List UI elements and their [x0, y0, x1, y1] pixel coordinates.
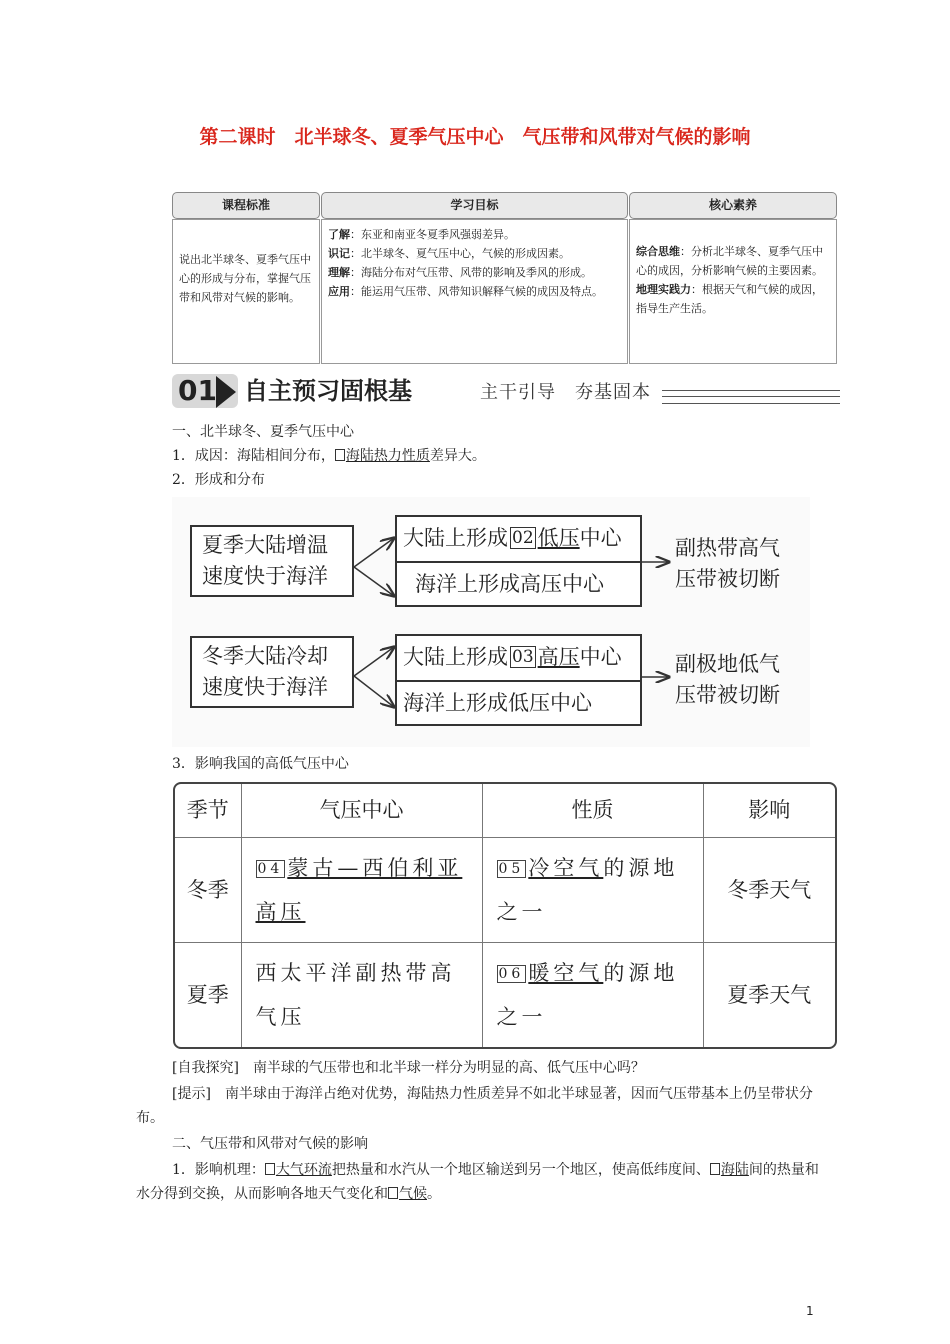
part1-item2: 2．形成和分布: [172, 472, 265, 488]
standards-table: [172, 192, 837, 364]
part2-paragraph: 1．影响机理： 大气环流把热量和水汽从一个地区输送到另一个地区，使高低纬度间、 海陆间的热量和水分得到交换，从而影响各地天气变化和 气候。: [136, 1162, 819, 1202]
summer-effect-text: 副热带高气压带被切断: [675, 536, 780, 591]
objective-item: 理解：海陆分布对气压带、风带的影响及季风的形成。: [328, 266, 592, 279]
header-literacy: 核心素养: [629, 192, 837, 219]
arrow-up: [354, 538, 394, 567]
page-number: 1: [806, 1304, 814, 1318]
explore-question: [自我探究] 南半球的气压带也和北半球一样分为明显的高、低气压中心吗？: [172, 1060, 645, 1076]
course-standard-cell: [172, 219, 320, 364]
blank-box-icon: [335, 449, 345, 461]
page-title: 第二课时 北半球冬、夏季气压中心 气压带和风带对气候的影响: [199, 126, 751, 148]
arrow-up: [354, 647, 394, 676]
section-title: 自主预习固根基: [244, 377, 412, 405]
header-objectives: 学习目标: [321, 192, 628, 219]
arrow-down: [354, 567, 394, 596]
objective-item: 识记：北半球冬、夏气压中心，气候的形成因素。: [328, 247, 570, 260]
section-arrow-icon: [216, 376, 236, 408]
objectives-cell: [321, 219, 628, 364]
blank-box-icon: [388, 1187, 398, 1199]
formation-diagram: [172, 497, 810, 747]
th-nature: 性质: [482, 784, 703, 837]
winter-land-row: 大陆上形成 03 高压中心: [403, 645, 622, 669]
winter-season: 冬季: [175, 837, 241, 942]
summer-sea-row: 海洋上形成高压中心: [397, 561, 640, 605]
winter-effect-text: 副极地低气压带被切断: [675, 652, 780, 707]
winter-nature: 05 冷空气的源地之一: [482, 837, 703, 942]
winter-sea-row: 海洋上形成低压中心: [397, 680, 640, 724]
section-subtitle: 主干引导 夯基固本: [480, 382, 651, 403]
part1-item3: 3．影响我国的高低气压中心: [172, 756, 349, 772]
literacy-item: 综合思维：分析北半球冬、夏季气压中心的成因，分析影响气候的主要因素。: [636, 245, 823, 277]
explore-answer: [提示] 南半球由于海洋占绝对优势，海陆热力性质差异不如北半球显著，因而气压带基本上仍呈带状分布。: [136, 1086, 813, 1126]
summer-effect: 夏季天气: [703, 942, 835, 1047]
winter-cause-box: 冬季大陆冷却速度快于海洋: [190, 636, 354, 708]
section-decor-lines: [662, 390, 840, 404]
th-center: 气压中心: [241, 784, 482, 837]
objective-item: 了解：东亚和南亚冬夏季风强弱差异。: [328, 228, 515, 241]
literacy-cell: [629, 219, 837, 364]
winter-center: 04 蒙古—西伯利亚高压: [241, 837, 482, 942]
winter-result-box: [395, 634, 642, 726]
table-row: [175, 837, 835, 942]
pressure-center-table: [173, 782, 837, 1049]
blank-box-icon: [265, 1163, 275, 1175]
summer-result-box: [395, 515, 642, 607]
winter-effect: 冬季天气: [703, 837, 835, 942]
summer-season: 夏季: [175, 942, 241, 1047]
literacy-item: 地理实践力：根据天气和气候的成因，指导生产生活。: [636, 283, 823, 315]
summer-land-row: 大陆上形成 02 低压中心: [403, 526, 622, 550]
section-header: [172, 372, 840, 410]
part1-item1: 1．成因：海陆相间分布， 海陆热力性质差异大。: [172, 448, 486, 464]
section-number: 01: [172, 374, 238, 408]
summer-cause-box: 夏季大陆增温速度快于海洋: [190, 525, 354, 597]
part1-heading: 一、北半球冬、夏季气压中心: [172, 424, 354, 440]
th-effect: 影响: [703, 784, 835, 837]
blank-box-icon: [710, 1163, 720, 1175]
table-row: [175, 942, 835, 1047]
part2-heading: 二、气压带和风带对气候的影响: [172, 1136, 368, 1152]
header-course-standard: 课程标准: [172, 192, 320, 219]
summer-nature: 06 暖空气的源地之一: [482, 942, 703, 1047]
th-season: 季节: [175, 784, 241, 837]
table-header-row: [175, 784, 835, 837]
arrow-down: [354, 676, 394, 707]
objective-item: 应用：能运用气压带、风带知识解释气候的成因及特点。: [328, 285, 603, 298]
summer-center: 西太平洋副热带高气压: [241, 942, 482, 1047]
course-standard-text: 说出北半球冬、夏季气压中心的形成与分布，掌握气压带和风带对气候的影响。: [179, 253, 311, 304]
